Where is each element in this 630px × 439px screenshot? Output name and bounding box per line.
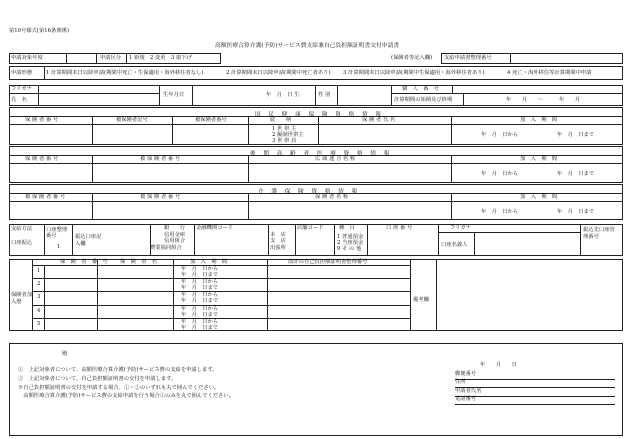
acct-opt-2[interactable]: 2 当座預金: [337, 240, 364, 246]
kokuho-symbol: 被保険者記号: [116, 117, 148, 123]
footer-line2[interactable]: ② 上記対象者について、自己負担額証明書の交付を申請します。: [18, 376, 177, 382]
member-row-number: 1: [37, 268, 41, 274]
footer-applicant-name: 申請者氏名: [455, 388, 482, 394]
bank-num: 1: [57, 244, 61, 250]
kaigo-from[interactable]: 年 月 日から: [481, 209, 519, 215]
reason-option-2[interactable]: 2 計算期間末日以降申請(期間中死亡者あり): [226, 70, 331, 76]
acct-opt-1[interactable]: 1 普通預金: [337, 234, 364, 240]
koki-insurer-no: 保 険 者 番 号: [25, 156, 59, 162]
acct-no: 口 座 番 号: [386, 225, 413, 231]
kokuho-to[interactable]: 年 月 日まで: [557, 132, 595, 138]
members-side: 保険者加入歴: [11, 292, 33, 305]
kokuho-header: 国 民 健 康 保 険 資 格 情 報: [255, 112, 384, 118]
bank-transfer[interactable]: 口座振込: [11, 240, 33, 246]
bank-method: 支給方法: [11, 226, 33, 232]
bank-type-2[interactable]: 信用金庫: [164, 232, 186, 238]
applicant-name-label: 氏 名: [11, 97, 27, 103]
kind-options[interactable]: 1 新規 2 変更 3 取下げ: [129, 55, 192, 61]
bank-type-3[interactable]: 信用組合: [164, 238, 186, 244]
insurer-note: (保険者等記入欄): [391, 55, 433, 61]
branch-type-3[interactable]: 出張所: [270, 245, 286, 251]
member-row-to[interactable]: 年 月 日まで: [181, 298, 219, 305]
koki-union: 広 域 連 合 名 称: [315, 156, 356, 162]
kaigo-period: 加 入 期 間: [520, 194, 558, 200]
bank-furigana: フリガナ: [450, 225, 471, 231]
koki-from[interactable]: 年 月 日から: [481, 171, 519, 177]
kokuho-relation-1[interactable]: 1 世 帯 主: [272, 126, 297, 132]
member-row-from[interactable]: 年 月 日から: [181, 266, 219, 272]
footer-note2: 高額医療合算介護(予防)サービス費の支給申請を行う場合①のみを丸で囲んでください。: [18, 393, 235, 399]
kokuho-from[interactable]: 年 月 日から: [481, 132, 519, 138]
kokuho-insurer-no: 保 険 者 番 号: [25, 117, 59, 123]
kind-label: 申請区分: [100, 55, 122, 61]
kaigo-number: 被 保 険 者 番 号: [140, 194, 181, 200]
reason-label: 申請形態: [11, 70, 33, 76]
kokuho-relation-3[interactable]: 3 世 帯 員: [272, 138, 297, 144]
koki-to[interactable]: 年 月 日まで: [557, 171, 595, 177]
reason-option-4[interactable]: 4 死亡・海外移住等計算期間中申請: [507, 70, 592, 76]
personal-number-label: 個 人 番 号: [402, 86, 440, 92]
footer-phone: 電話番号: [455, 396, 477, 402]
kaigo-insurer-no: 被 保 険 者 番 号: [25, 194, 66, 200]
member-row-number: 3: [37, 294, 41, 301]
koki-period: 加 入 期 間: [520, 156, 558, 162]
applicant-furigana: フリガナ: [11, 86, 32, 92]
branch-type-2[interactable]: 支 店: [270, 238, 286, 244]
members-period: 加 入 期 間: [190, 259, 228, 265]
footer-postal: 郵便番号: [455, 371, 477, 377]
footer-date[interactable]: 年 月 日: [480, 362, 518, 368]
members-name: 保 険 者 名: [120, 259, 158, 265]
reason-option-3[interactable]: 3 計算期間末日以降申請(期間中生保適用・海外移住者あり): [343, 70, 485, 76]
kokuho-period: 加 入 期 間: [520, 117, 558, 123]
koki-header: 後 期 高 齢 者 医 療 資 格 情 報: [250, 151, 393, 157]
payment-no-label: 支給申請書整理番号: [444, 55, 492, 61]
acct-type: 種 目: [339, 225, 355, 231]
branch-code: 店舗コード: [297, 225, 324, 231]
bank-type-1[interactable]: 銀 行: [164, 225, 186, 231]
birth-value[interactable]: 年 月 日 生: [266, 92, 300, 98]
members-box: [9, 259, 623, 331]
kaigo-to[interactable]: 年 月 日まで: [557, 209, 595, 215]
kokuho-relation-2[interactable]: 2 擬制世帯主: [272, 132, 304, 138]
members-remarks: 備考欄: [413, 297, 429, 303]
footer-address: 住所: [455, 379, 466, 385]
member-row-number: 5: [37, 320, 41, 327]
bank-account-field: 振込口座記入欄: [75, 234, 102, 247]
bank-code: 金融機関コード: [196, 225, 234, 231]
member-row-from[interactable]: 年 月 日から: [181, 279, 219, 286]
members-insurer-no: 保 険 者 番 号: [60, 259, 108, 265]
footer-line1[interactable]: ① 上記対象者について、高額医療合算介護(予防)サービス費の支給を申請します。: [18, 367, 218, 373]
bank-holder: 口座名義人: [441, 242, 468, 248]
period-label: 計算期間の始期及び終期: [394, 97, 453, 103]
form-title: 高額医療合算介護(予防)サービス費支給兼自己負担額証明書交付申請書: [215, 43, 400, 49]
birth-label: 生年月日: [163, 92, 185, 98]
footer-heading: 殿: [62, 351, 68, 357]
member-row-number: 2: [37, 281, 41, 288]
kaigo-header: 介 護 保 険 資 格 情 報: [258, 189, 361, 195]
form-number: 第10号様式(第16条関係): [9, 28, 69, 34]
footer-note1: ※自己負担額証明書の交付を申請する場合、①・②のいずれも丸で囲んでください。: [18, 385, 220, 391]
kokuho-relation: 続 柄: [270, 117, 292, 123]
member-row-to[interactable]: 年 月 日まで: [181, 285, 219, 292]
member-row-to[interactable]: 年 月 日まで: [181, 311, 219, 318]
sex-label: 性 別: [318, 92, 331, 98]
kaigo-insurer-name: 保 険 者 名 称: [315, 194, 349, 200]
koki-number: 被 保 険 者 番 号: [140, 156, 181, 162]
member-row-from[interactable]: 年 月 日から: [181, 305, 219, 312]
year-label: 申請対象年度: [11, 55, 43, 61]
member-row-number: 4: [37, 307, 41, 314]
reason-option-1[interactable]: 1 計算期間末日以降申請(期間中死亡・生保適用・海外移住者なし): [46, 70, 204, 76]
bank-type-4[interactable]: 農業協同組合: [150, 245, 182, 251]
bank-insurer-no: 口座整理番号: [46, 227, 68, 240]
bank-dest-label: 振込先口座管理番号: [583, 227, 615, 241]
kokuho-holder: 保 険 者 氏 名: [362, 117, 396, 123]
acct-opt-3[interactable]: 9 そ の 他: [337, 246, 362, 252]
member-row-to[interactable]: 年 月 日まで: [181, 272, 219, 278]
members-cert: 前計の自己負担額証明書整理番号: [288, 259, 368, 265]
member-row-from[interactable]: 年 月 日から: [181, 292, 219, 299]
period-value[interactable]: 年 月 ～ 年 月: [506, 97, 581, 103]
member-row-from[interactable]: 年 月 日から: [181, 318, 219, 325]
branch-type-1[interactable]: 本 店: [270, 232, 286, 238]
member-row-to[interactable]: 年 月 日まで: [181, 324, 219, 331]
kokuho-number: 被保険者番号: [195, 117, 227, 123]
